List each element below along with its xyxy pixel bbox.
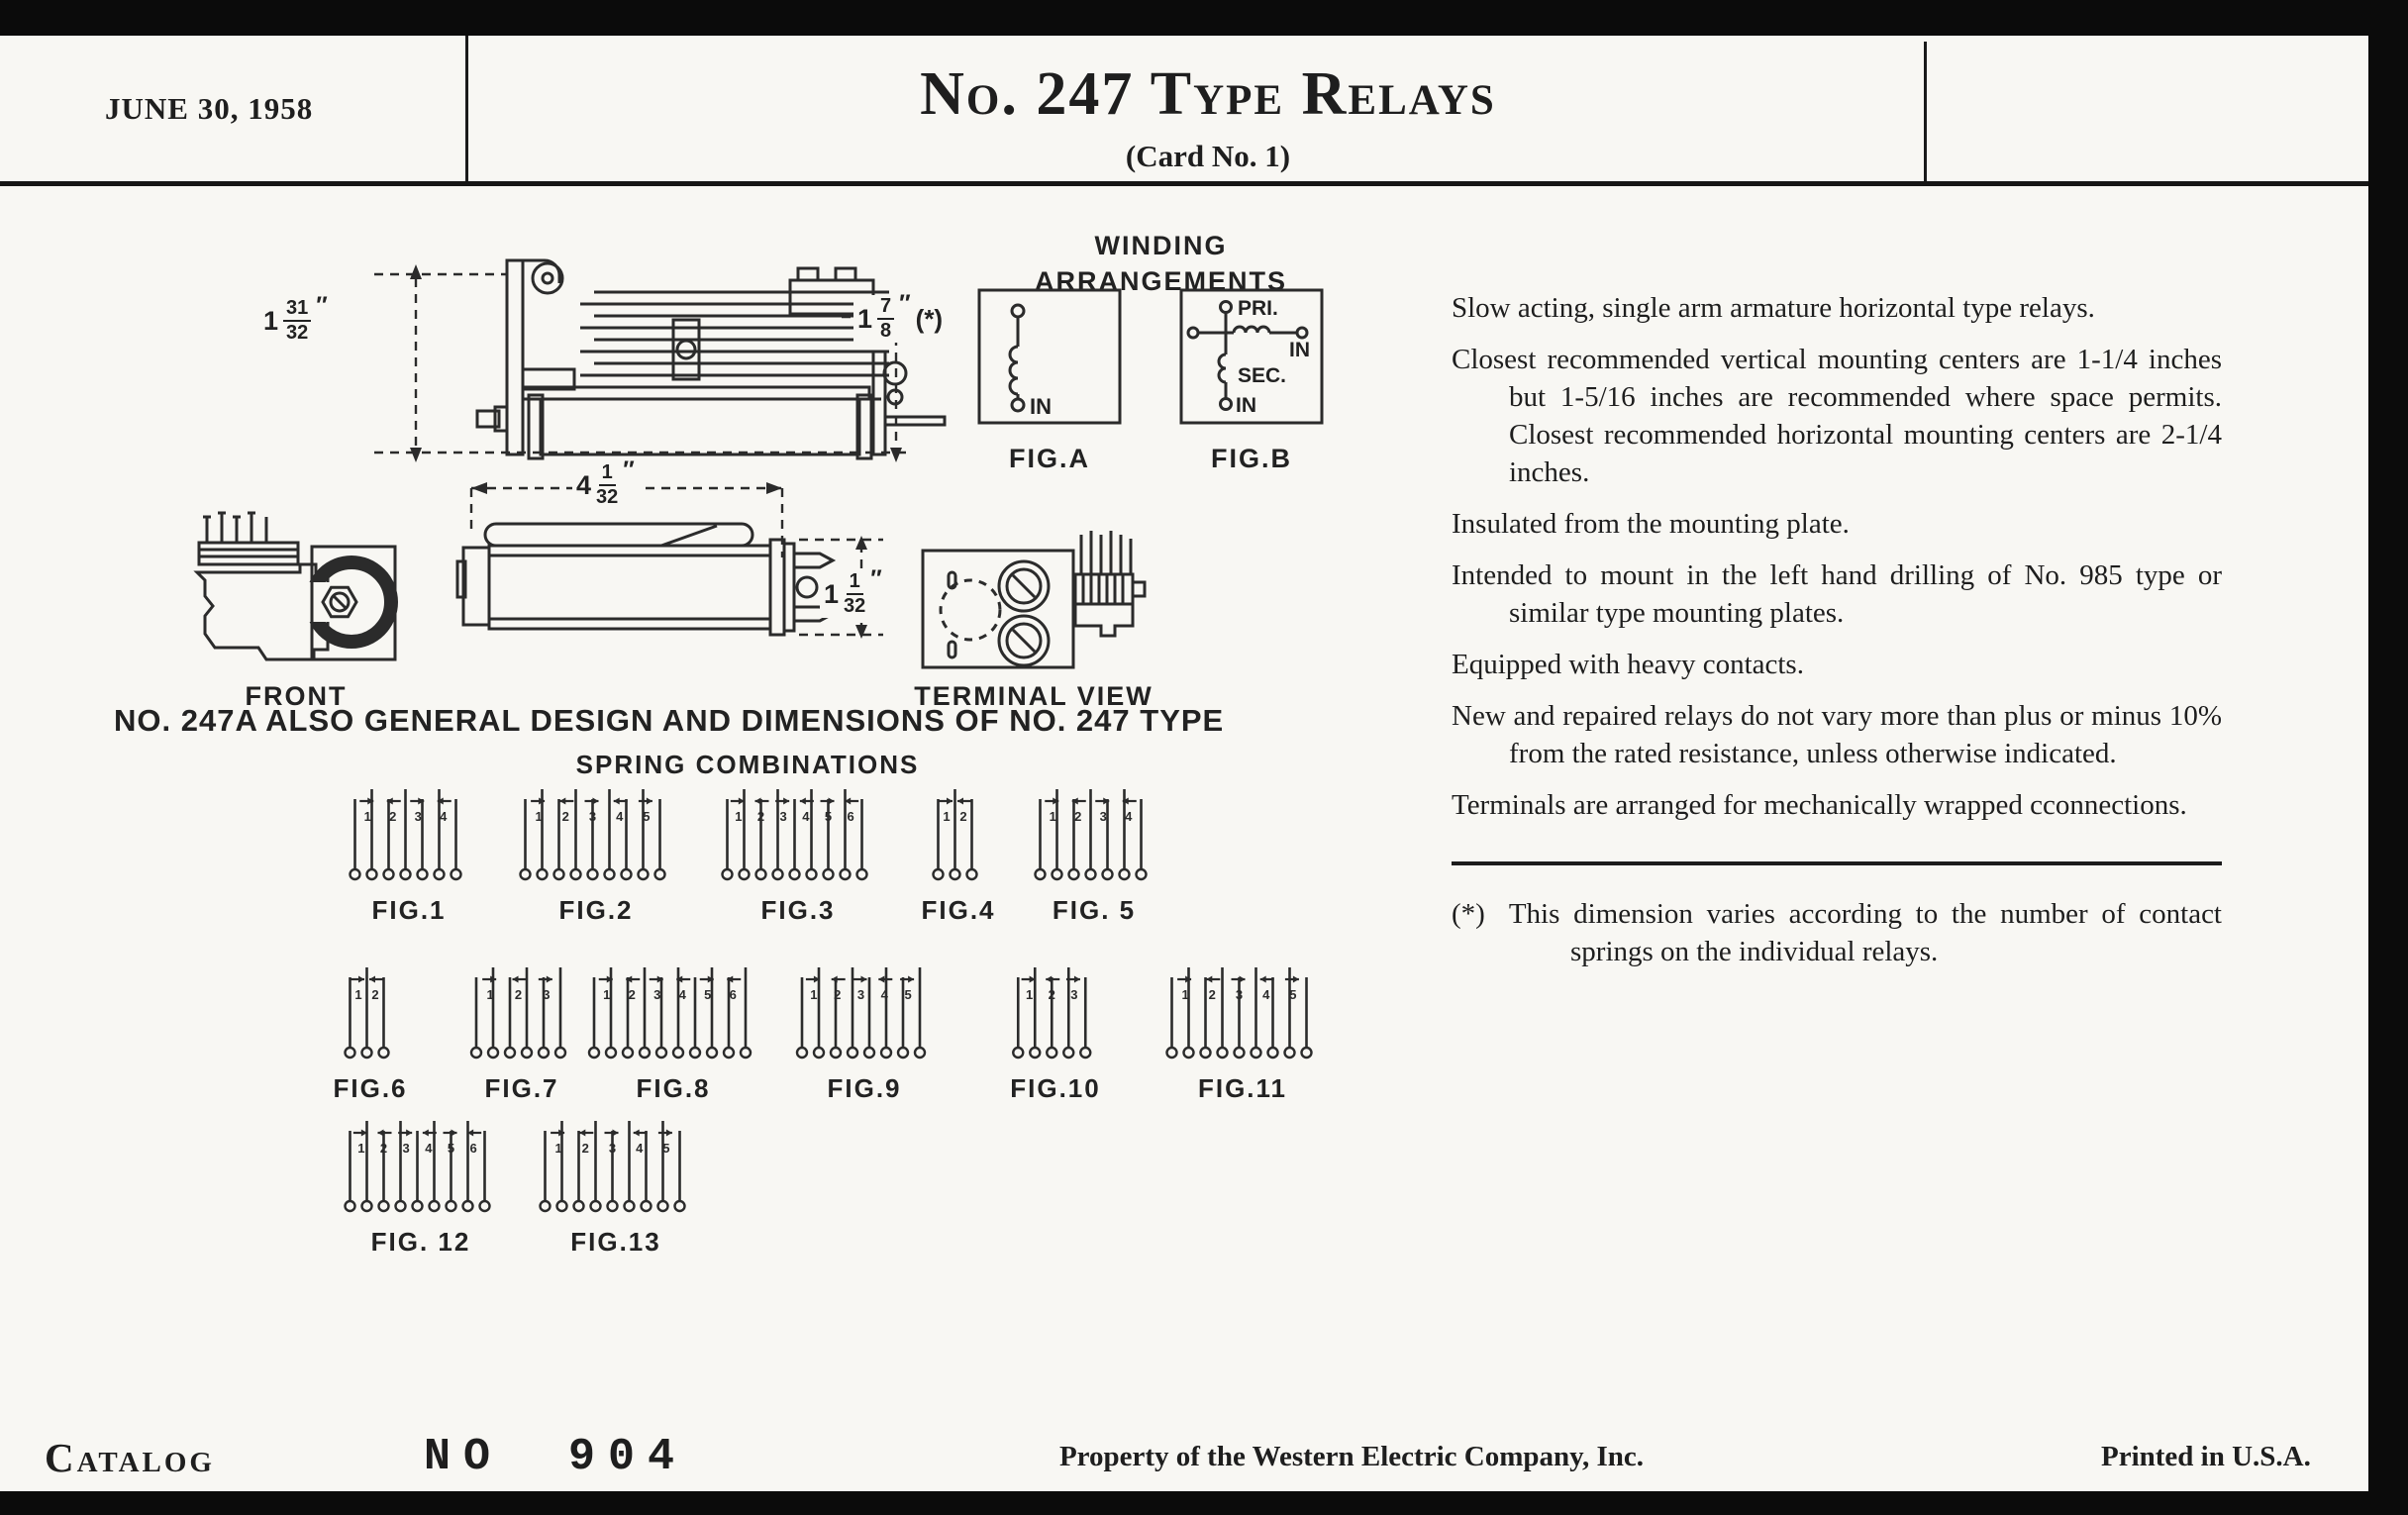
spring-combination-fig-7 [468,963,575,1104]
svg-text:4: 4 [880,987,888,1002]
figure-label: FIG.8 [636,1073,711,1103]
figure-label: FIG. 5 [1052,895,1137,925]
spec-paragraph: Insulated from the mounting plate. [1452,508,1850,540]
footnote-text: This dimension varies according to the number of contact springs on the individual relays. [1508,898,2222,967]
svg-text:2: 2 [379,1141,388,1156]
svg-text:4: 4 [802,809,810,824]
front-view-label: FRONT [245,681,348,711]
winding-fig-b-diagram [1178,287,1325,426]
spring-combination-fig-5 [1033,785,1156,926]
spring-combination-fig-1 [348,785,471,926]
svg-text:4: 4 [440,809,448,824]
figure-label: FIG.1 [371,895,447,925]
spec-paragraph: Terminals are arranged for mechanically wrapped cconnections. [1452,789,2187,821]
dimension-height-terminal: 1 $\frac{1}{32}$ ″ [820,570,886,618]
svg-text:5: 5 [824,809,833,824]
svg-text:2: 2 [834,987,842,1002]
specifications-column [1452,289,2222,970]
spring-combination-fig-2 [518,785,675,926]
property-notice: Property of the Western Electric Company, Inc. [1058,1441,1645,1472]
spring-combination-fig-8 [586,963,760,1104]
svg-text:2: 2 [561,809,569,824]
spring-combination-fig-11 [1164,963,1322,1104]
spring-combination-fig-4 [921,785,995,926]
fig-b-in-right-label: IN [1289,339,1310,361]
spring-combination-fig-13 [538,1117,695,1258]
svg-text:4: 4 [425,1141,433,1156]
spec-paragraph: Slow acting, single arm armature horizontal type relays. [1452,292,2095,324]
fig-b-pri-label: PRI. [1238,297,1278,320]
svg-text:4: 4 [1262,987,1270,1002]
svg-text:5: 5 [662,1141,670,1156]
svg-text:1: 1 [354,987,362,1002]
svg-text:2: 2 [389,809,397,824]
svg-text:5: 5 [704,987,712,1002]
spec-paragraph: Closest recommended vertical mounting centers are 1-1/4 inches but 1-5/16 inches are recommended where space permits. Closest recommended horizontal mounting centers are 2-1/4 inches. [1452,344,2222,488]
svg-text:1: 1 [554,1141,562,1156]
svg-text:1: 1 [943,809,951,824]
header-divider-right [1924,42,1927,183]
spec-paragraph: Equipped with heavy contacts. [1452,649,1804,680]
relay-top-view-drawing [457,451,893,658]
winding-fig-a-diagram [976,287,1123,426]
spring-combination-fig-12 [343,1117,500,1258]
spec-paragraph: Intended to mount in the left hand drilling of No. 985 type or similar type mounting plates. [1452,559,2222,629]
svg-text:2: 2 [1048,987,1056,1002]
fig-b-in-bottom-label: IN [1236,394,1256,417]
svg-text:1: 1 [363,809,371,824]
svg-text:2: 2 [371,987,379,1002]
svg-text:1: 1 [603,987,611,1002]
figure-label: FIG.3 [760,895,836,925]
catalog-number: NO 904 [424,1432,688,1482]
spring-combination-fig-3 [720,785,877,926]
svg-text:3: 3 [402,1141,410,1156]
figure-label: FIG. 12 [370,1227,471,1257]
spec-paragraph: New and repaired relays do not vary more than plus or minus 10% from the rated resistance, unless otherwise indicated. [1452,700,2222,769]
svg-text:4: 4 [616,809,624,824]
svg-text:5: 5 [1289,987,1297,1002]
terminal-view-label: TERMINAL VIEW [914,681,1154,711]
dimension-height-right: 1 $\frac{7}{8}$ ″ (*) [853,295,947,343]
figure-label: FIG.2 [558,895,634,925]
svg-text:4: 4 [678,987,686,1002]
svg-text:3: 3 [856,987,865,1002]
svg-text:6: 6 [847,809,854,824]
svg-text:2: 2 [1208,987,1216,1002]
figure-label: FIG.6 [333,1073,408,1103]
svg-text:3: 3 [1070,987,1078,1002]
footnote-rule [1452,861,2222,865]
svg-text:1: 1 [810,987,818,1002]
svg-text:1: 1 [357,1141,365,1156]
fig-a-in-label: IN [1030,394,1052,419]
issue-date: JUNE 30, 1958 [105,91,314,126]
svg-text:4: 4 [636,1141,644,1156]
svg-text:6: 6 [729,987,737,1002]
svg-text:3: 3 [543,987,551,1002]
svg-text:3: 3 [414,809,422,824]
svg-text:1: 1 [1181,987,1189,1002]
figure-label: FIG.4 [921,895,996,925]
header-rule [0,181,2368,186]
footnote [1452,895,2222,970]
printed-in-usa: Printed in U.S.A. [2101,1441,2311,1472]
spring-combinations-title: SPRING COMBINATIONS [575,750,920,779]
svg-text:3: 3 [608,1141,617,1156]
svg-text:1: 1 [735,809,743,824]
fig-b-label: FIG.B [1211,444,1292,473]
svg-text:1: 1 [535,809,543,824]
winding-title-line2: ARRANGEMENTS [1034,266,1287,297]
spring-combination-fig-9 [794,963,935,1104]
svg-text:1: 1 [1026,987,1034,1002]
figure-label: FIG.9 [827,1073,902,1103]
figure-label: FIG.11 [1197,1073,1288,1103]
relay-front-view-drawing [191,513,401,673]
svg-text:4: 4 [1125,809,1133,824]
spring-combination-fig-10 [1010,963,1100,1104]
svg-text:3: 3 [1099,809,1107,824]
dimension-length-top: 4 $\frac{1}{32}$ ″ [572,461,639,509]
card-number: (Card No. 1) [1125,139,1291,173]
design-caption: NO. 247A ALSO GENERAL DESIGN AND DIMENSIONS OF NO. 247 TYPE [114,703,1225,738]
svg-text:2: 2 [959,809,967,824]
svg-text:2: 2 [514,987,523,1002]
dimension-height-left: 1 $\frac{31}{32}$ ″ [259,297,332,345]
svg-text:3: 3 [588,809,597,824]
svg-text:3: 3 [1235,987,1244,1002]
fig-a-label: FIG.A [1009,444,1090,473]
figure-label: FIG.10 [1010,1073,1101,1103]
figure-label: FIG.13 [570,1227,661,1257]
figure-label: FIG.7 [484,1073,559,1103]
header-divider-left [465,36,468,183]
svg-text:6: 6 [469,1141,477,1156]
svg-text:5: 5 [447,1141,455,1156]
svg-text:2: 2 [581,1141,589,1156]
page-title: No. 247 Type Relays [920,60,1496,128]
svg-text:2: 2 [628,987,636,1002]
spring-combination-fig-6 [333,963,407,1104]
svg-text:5: 5 [643,809,651,824]
svg-text:2: 2 [1074,809,1082,824]
winding-title-line1: WINDING [1094,231,1228,260]
svg-text:3: 3 [779,809,787,824]
relay-terminal-view-drawing [921,531,1147,671]
svg-text:1: 1 [1049,809,1056,824]
svg-text:5: 5 [904,987,912,1002]
catalog-label: Catalog [45,1435,215,1480]
footnote-marker: (*) [1452,898,1485,930]
fig-b-sec-label: SEC. [1238,364,1287,387]
svg-text:1: 1 [486,987,494,1002]
svg-text:2: 2 [756,809,765,824]
svg-text:3: 3 [653,987,661,1002]
